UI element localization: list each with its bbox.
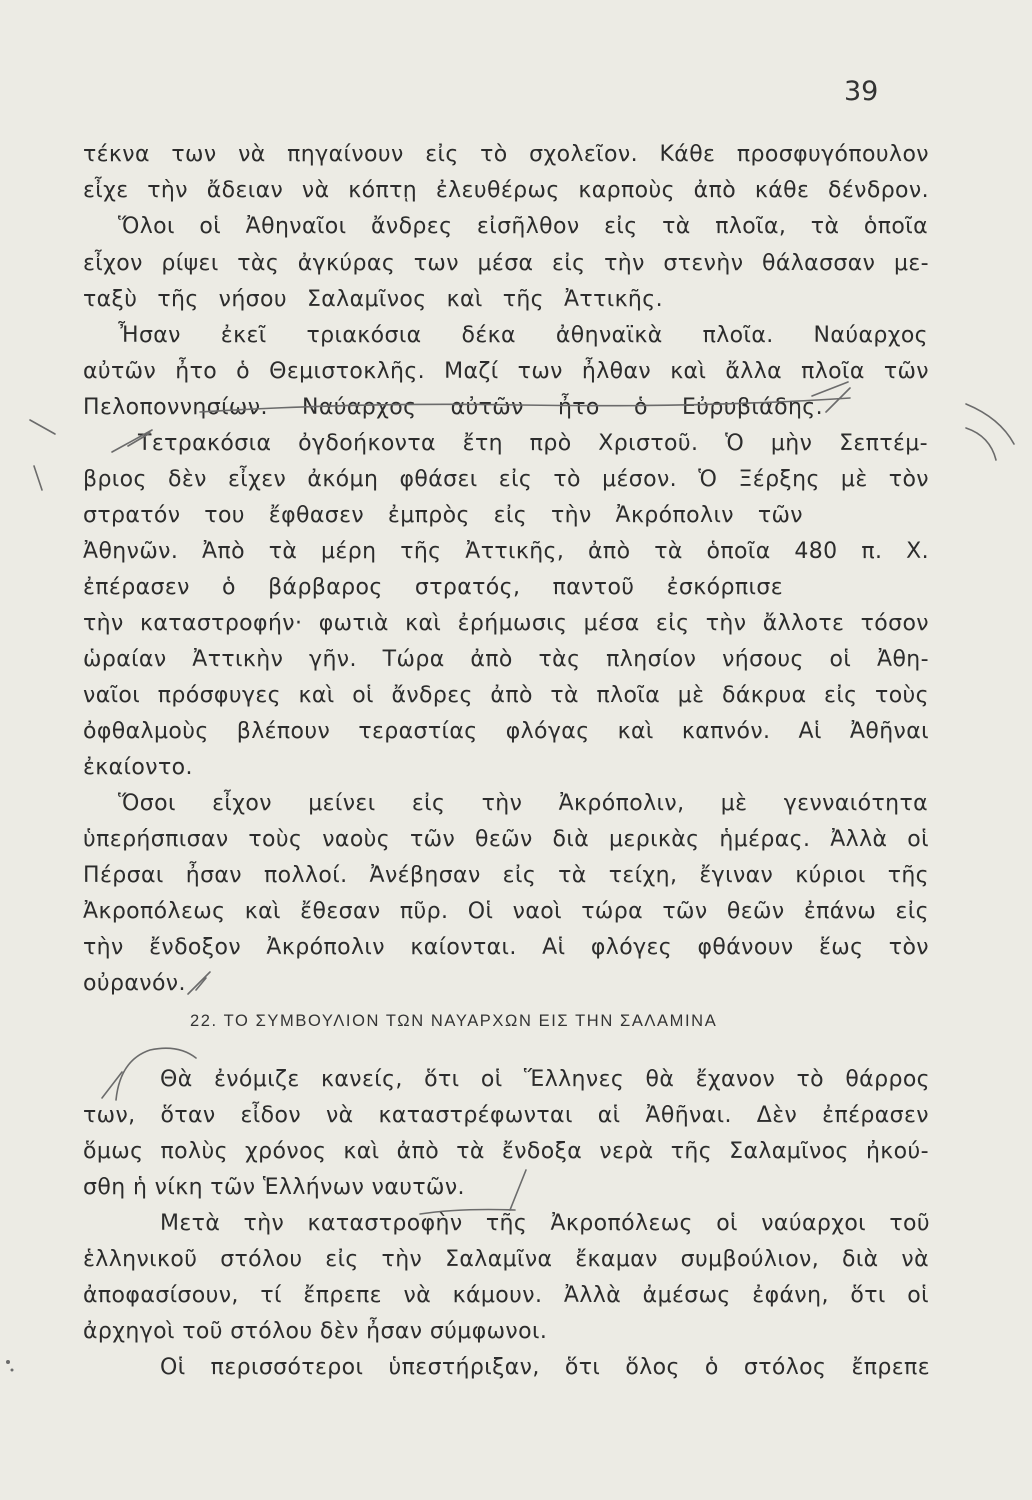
text-line: των, ὅταν εἶδον νὰ καταστρέφωνται αἱ Ἀθῆναι. Δὲν ἐπέρασεν <box>83 1103 929 1128</box>
pencil-margin-dash <box>34 466 42 490</box>
pencil-tick-mark <box>188 972 210 994</box>
text-line: αὐτῶν ἦτο ὁ Θεμιστοκλῆς. Μαζί των ἦλθαν καὶ ἄλλα πλοῖα τῶν <box>83 359 929 384</box>
text-line: ἀρχηγοὶ τοῦ στόλου δὲν ἦσαν σύμφωνοι. <box>83 1319 548 1344</box>
page-number: 39 <box>844 76 879 107</box>
text-line: Τετρακόσια ὀγδοήκοντα ἔτη πρὸ Χριστοῦ. Ὁ μὴν Σεπτέμ- <box>138 431 928 456</box>
text-line: Ἀθηνῶν. Ἀπὸ τὰ μέρη τῆς Ἀττικῆς, ἀπὸ τὰ ὁποῖα 480 π. Χ. <box>83 539 929 564</box>
text-line: οὐρανόν. <box>83 971 186 996</box>
text-line: τὴν ἔνδοξον Ἀκρόπολιν καίονται. Αἱ φλόγες φθάνουν ἕως τὸν <box>83 935 929 960</box>
text-line: τὴν καταστροφήν· φωτιὰ καὶ ἐρήμωσις μέσα εἰς τὴν ἄλλοτε τόσον <box>83 611 929 636</box>
text-line: Θὰ ἐνόμιζε κανείς, ὅτι οἱ Ἕλληνες θὰ ἔχανον τὸ θάρρος <box>160 1067 930 1092</box>
pencil-margin-arc <box>966 404 1014 444</box>
text-line: Οἱ περισσότεροι ὑπεστήριξαν, ὅτι ὅλος ὁ στόλος ἔπρεπε <box>160 1355 930 1380</box>
text-line: ταξὺ τῆς νήσου Σαλαμῖνος καὶ τῆς Ἀττικῆς. <box>83 287 663 312</box>
text-line: τέκνα των νὰ πηγαίνουν εἰς τὸ σχολεῖον. Κάθε προσφυγόπουλον <box>83 142 929 167</box>
text-line: Ἀκροπόλεως καὶ ἔθεσαν πῦρ. Οἱ ναοὶ τώρα τῶν θεῶν ἐπάνω εἰς <box>83 899 929 924</box>
text-line: ἐκαίοντο. <box>83 755 193 780</box>
text-line: ἑλληνικοῦ στόλου εἰς τὴν Σαλαμῖνα ἔκαμαν συμβούλιον, διὰ νὰ <box>83 1247 929 1272</box>
text-line: ναῖοι πρόσφυγες καὶ οἱ ἄνδρες ἀπὸ τὰ πλοῖα μὲ δάκρυα εἰς τοὺς <box>83 683 929 708</box>
pencil-hook-mark <box>102 1072 122 1098</box>
text-line: Πελοποννησίων. Ναύαρχος αὐτῶν ἦτο ὁ Εὐρυβιάδης. <box>83 395 823 420</box>
text-line: Ἦσαν ἐκεῖ τριακόσια δέκα ἀθηναϊκὰ πλοῖα. Ναύαρχος <box>118 323 928 348</box>
text-line: Ὅλοι οἱ Ἀθηναῖοι ἄνδρες εἰσῆλθον εἰς τὰ πλοῖα, τὰ ὁποῖα <box>118 214 928 239</box>
text-line: εἶχε τὴν ἄδειαν νὰ κόπτῃ ἐλευθέρως καρποὺς ἀπὸ κάθε δένδρον. <box>83 178 929 203</box>
text-line: Μετὰ τὴν καταστροφὴν τῆς Ἀκροπόλεως οἱ ναύαρχοι τοῦ <box>160 1211 930 1236</box>
text-line: ὀφθαλμοὺς βλέπουν τεραστίας φλόγας καὶ καπνόν. Αἱ Ἀθῆναι <box>83 719 929 744</box>
pencil-slash-mark <box>510 1170 526 1210</box>
text-line: ὡραίαν Ἀττικὴν γῆν. Τώρα ἀπὸ τὰς πλησίον νήσους οἱ Ἀθη- <box>83 647 929 672</box>
text-line: βριος δὲν εἶχεν ἀκόμη φθάσει εἰς τὸ μέσον. Ὁ Ξέρξης μὲ τὸν <box>83 467 929 492</box>
text-line: στρατόν του ἔφθασεν ἐμπρὸς εἰς τὴν Ἀκρόπολιν τῶν <box>83 503 803 528</box>
text-line: ἐπέρασεν ὁ βάρβαρος στρατός, παντοῦ ἐσκόρπισε <box>83 575 783 600</box>
section-heading: 22. ΤΟ ΣΥΜΒΟΥΛΙΟΝ ΤΩΝ ΝΑΥΑΡΧΩΝ ΕΙΣ ΤΗΝ ΣΑΛΑΜΙΝΑ <box>190 1012 718 1030</box>
text-line: ὅμως πολὺς χρόνος καὶ ἀπὸ τὰ ἔνδοξα νερὰ τῆς Σαλαμῖνος ἠκού- <box>83 1139 929 1164</box>
text-line: σθη ἡ νίκη τῶν Ἑλλήνων ναυτῶν. <box>83 1175 465 1200</box>
text-line: ἀποφασίσουν, τί ἔπρεπε νὰ κάμουν. Ἀλλὰ ἀμέσως ἐφάνη, ὅτι οἱ <box>83 1283 929 1308</box>
text-line: Πέρσαι ἦσαν πολλοί. Ἀνέβησαν εἰς τὰ τείχη, ἔγιναν κύριοι τῆς <box>83 863 929 888</box>
text-line: Ὅσοι εἶχον μείνει εἰς τὴν Ἀκρόπολιν, μὲ γενναιότητα <box>118 791 928 816</box>
text-line: εἶχον ρίψει τὰς ἀγκύρας των μέσα εἰς τὴν στενὴν θάλασσαν με- <box>83 251 929 276</box>
ink-dot <box>6 1360 10 1364</box>
ink-dot <box>11 1369 14 1372</box>
pencil-margin-dash <box>30 420 55 434</box>
pencil-margin-arc <box>966 428 996 460</box>
text-line: ὑπερήσπισαν τοὺς ναοὺς τῶν θεῶν διὰ μερικὰς ἡμέρας. Ἀλλὰ οἱ <box>83 827 929 852</box>
